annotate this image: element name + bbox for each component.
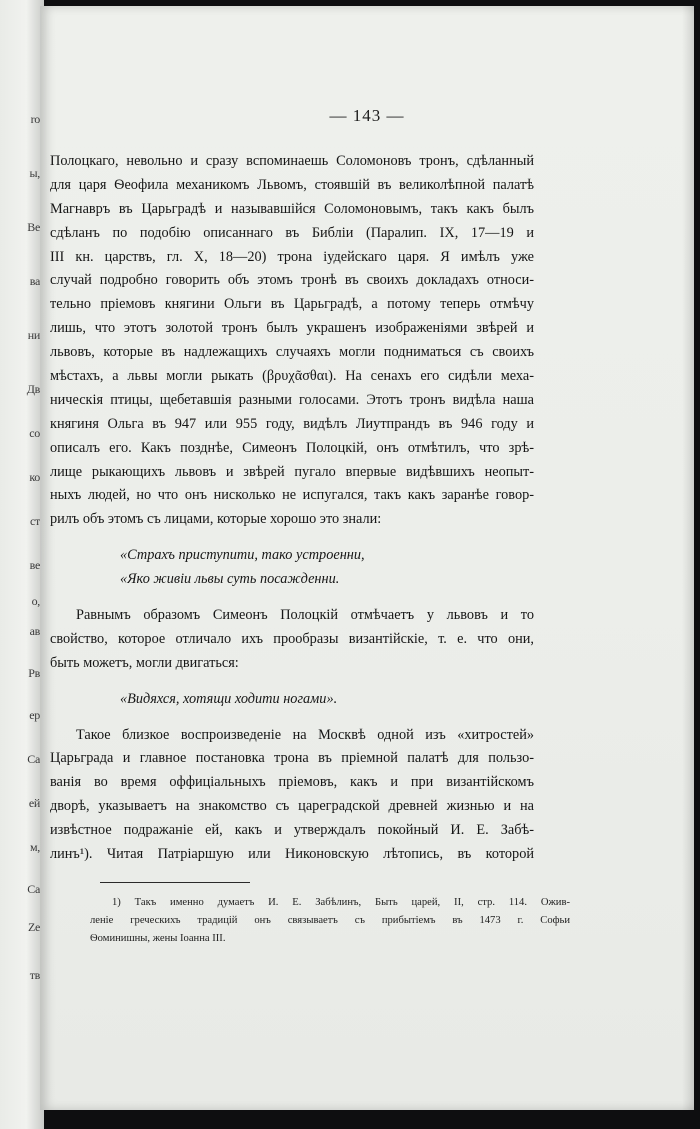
verse-line: «Яко живіи львы суть посажденни.: [120, 571, 340, 588]
text-line: лище рыкающихъ львовъ и звѣрей пугало впервые видѣвшихъ неопыт-: [50, 463, 534, 480]
footnote-line: Ѳоминишны, жены Іоанна III.: [90, 933, 226, 944]
text-line: линъ¹). Читая Патріаршую или Никоновскую лѣтопись, въ которой: [50, 846, 534, 863]
facing-page-fragment: ст: [30, 514, 40, 528]
text-line: Такое близкое воспроизведеніе на Москвѣ одной изъ «хитростей»: [76, 726, 534, 743]
text-line: рилъ объ этомъ съ лицами, которые хорошо это знали:: [50, 511, 382, 528]
text-line: ническія птицы, щебетавшія разными голосами. Этотъ тронъ видѣла наша: [50, 391, 534, 408]
facing-page-fragment: ей: [28, 796, 40, 810]
text-line: для царя Ѳеофила механикомъ Львомъ, стоявшій въ великолѣпной палатѣ: [50, 176, 534, 193]
text-line: III кн. царствъ, гл. X, 18—20) трона іудейскаго царя. Я имѣлъ уже: [50, 248, 534, 265]
facing-page-fragment: Ze: [27, 920, 40, 934]
text-line: случай подробно говорить объ этомъ тронѣ въ своихъ докладахъ относи-: [50, 272, 534, 289]
text-line: мѣстахъ, а львы могли рыкать (βρυχᾶσθαι). На сенахъ его сидѣли меха-: [50, 368, 534, 385]
book-page: [40, 6, 694, 1110]
verse-line: «Страхъ приступити, тако устроенни,: [120, 547, 365, 564]
facing-page-fragment: Рв: [28, 666, 40, 680]
text-line: быть можетъ, могли двигаться:: [50, 654, 239, 671]
footnotes: [90, 894, 570, 948]
facing-page-fragment: ва: [29, 274, 40, 288]
text-line: дворѣ, указываетъ на знакомство съ цареградской древней жизнью и на: [50, 798, 534, 815]
facing-page-fragment: ro: [30, 112, 40, 126]
facing-page-fragment: ы,: [29, 166, 40, 180]
footnote-divider: [100, 882, 250, 883]
text-line: сдѣланъ по подобію описаннаго въ Библіи (Паралип. IX, 17—19 и: [50, 224, 534, 241]
facing-page-fragment: Са: [27, 882, 40, 896]
text-line: львовъ, которые въ надлежащихъ случаяхъ могли подниматься съ своихъ: [50, 344, 534, 361]
text-line: лишь, что этотъ золотой тронъ былъ украшенъ изображеніями звѣрей и: [50, 320, 534, 337]
text-line: извѣстное подражаніе ей, какъ и утверждалъ покойный И. Е. Забѣ-: [50, 822, 534, 839]
text-line: свойство, которое отличало ихъ прообразы византійскіе, т. е. что они,: [50, 630, 534, 647]
page-number: — 143 —: [329, 106, 405, 125]
footnote-line: леніе греческихъ традицій онъ связываетъ съ прибытіемъ въ 1473 г. Софьи: [90, 915, 570, 926]
page-edge-shadow: [682, 6, 694, 1110]
text-line: княгиня Ольга въ 947 или 955 году, видѣлъ Лиутпрандъ въ 946 году и: [50, 415, 534, 432]
verse-line: «Видяхся, хотящи ходити ногами».: [120, 690, 338, 707]
facing-page-fragment: ни: [27, 328, 40, 342]
facing-page-fragment: ве: [29, 558, 40, 572]
footnote-line: 1) Такъ именно думаетъ И. Е. Забѣлинъ, Быть царей, II, стр. 114. Ожив-: [112, 897, 570, 908]
facing-page-fragment: тв: [29, 968, 40, 982]
text-line: Равнымъ образомъ Симеонъ Полоцкій отмѣчаетъ у львовъ и то: [76, 607, 534, 624]
facing-page-fragment: ер: [29, 708, 40, 722]
text-line: Магнавръ въ Царьградѣ и называвшійся Соломоновымъ, такъ какъ былъ: [50, 200, 534, 217]
text-line: описалъ его. Какъ позднѣе, Симеонъ Полоцкій, онъ отмѣтилъ, что зрѣ-: [50, 439, 534, 456]
facing-page-fragment: Ве: [27, 220, 40, 234]
facing-page-fragment: м,: [30, 840, 40, 854]
text-line: ныхъ людей, но что онъ нисколько не испугался, такъ какъ заранѣе говор-: [50, 487, 534, 504]
text-line: ванія во время оффиціальныхъ пріемовъ, какъ и при византійскомъ: [50, 774, 534, 791]
facing-page-fragment: о,: [31, 594, 40, 608]
text-line: тельно пріемовъ княгини Ольги въ Царьградѣ, а потому теперь отмѣчу: [50, 296, 534, 313]
facing-page-fragment: со: [29, 426, 40, 440]
body-text: [50, 150, 534, 867]
facing-page-fragment: Дв: [26, 382, 40, 396]
facing-page-fragment: ав: [29, 624, 40, 638]
facing-page-edge: [0, 0, 44, 1129]
facing-page-fragment: ко: [29, 470, 40, 484]
text-line: Полоцкаго, невольно и сразу вспоминаешь Соломоновъ тронъ, сдѣланный: [50, 153, 534, 169]
facing-page-fragment: Са: [27, 752, 40, 766]
text-line: Царьграда и главное постановка трона въ пріемной палатѣ для пользо-: [50, 750, 534, 767]
